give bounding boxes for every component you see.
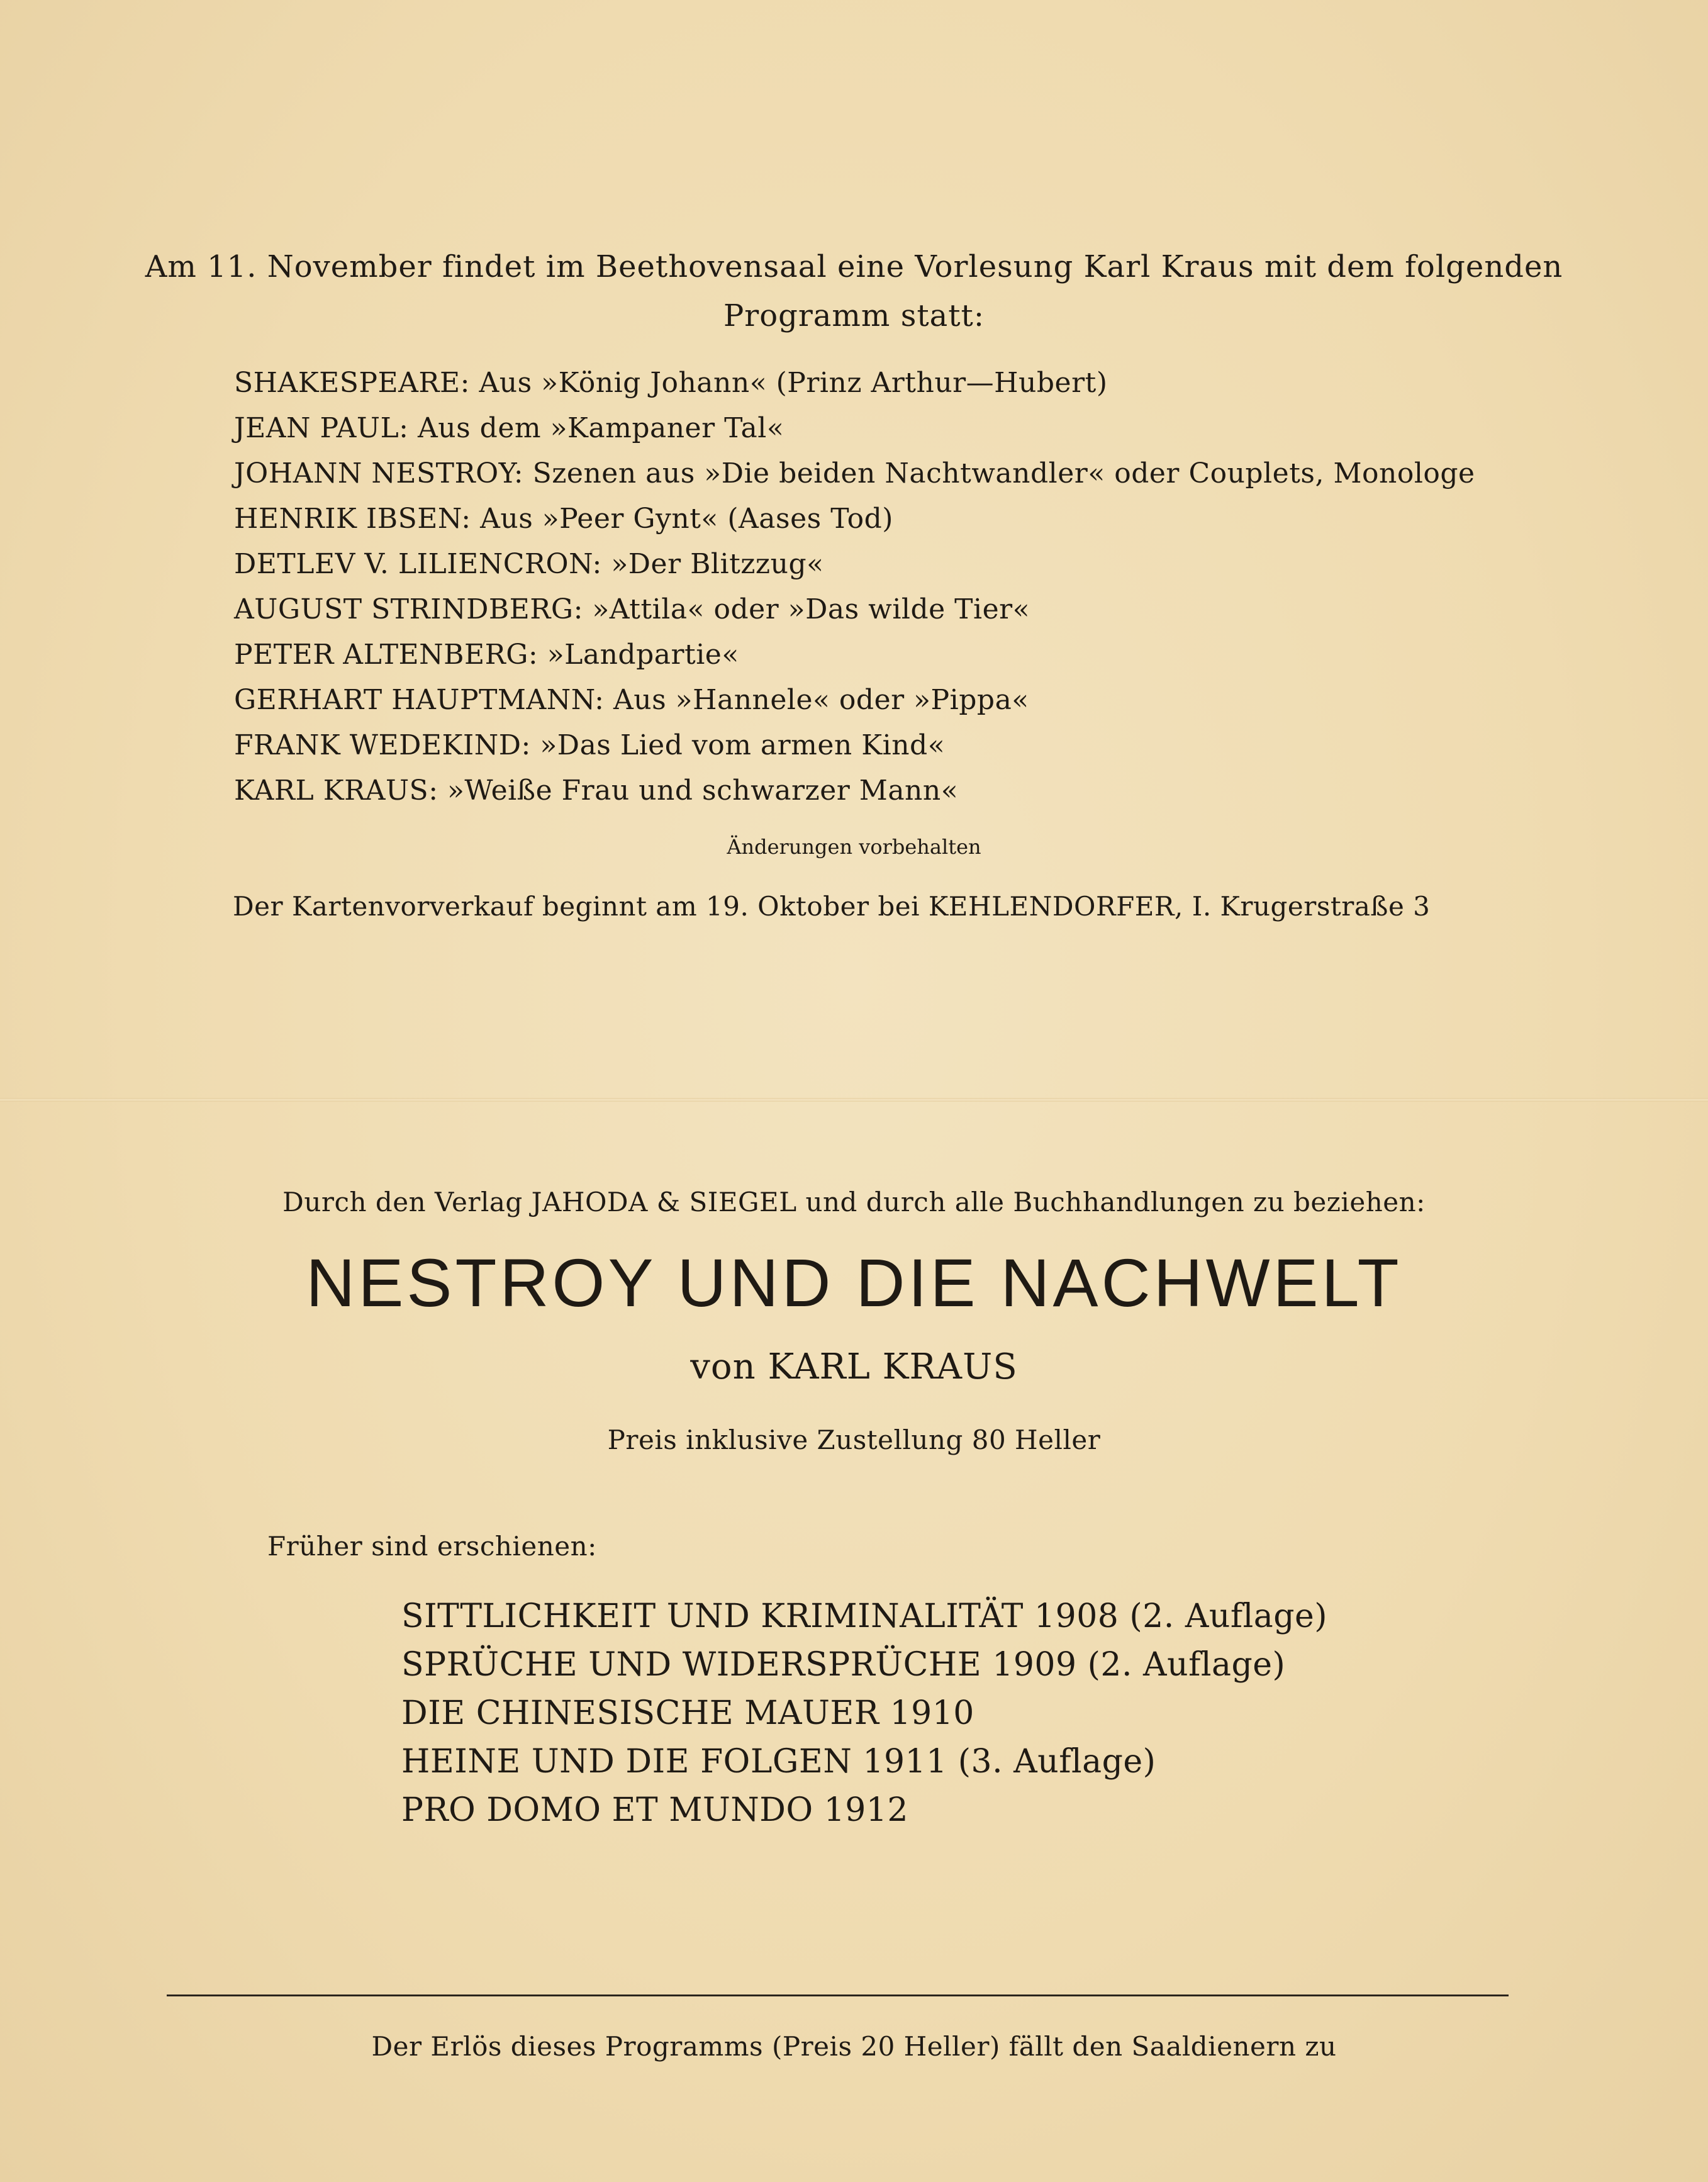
earlier-work-item: SITTLICHKEIT UND KRIMINALITÄT 1908 (2. Auflage) (401, 1597, 1328, 1635)
changes-note: Änderungen vorbehalten (727, 835, 981, 859)
intro-line-2: Programm statt: (723, 298, 985, 333)
program-item: AUGUST STRINDBERG: »Attila« oder »Das wilde Tier« (234, 593, 1030, 625)
earlier-work-item: SPRÜCHE UND WIDERSPRÜCHE 1909 (2. Auflage) (401, 1646, 1286, 1684)
program-item: PETER ALTENBERG: »Landpartie« (234, 639, 739, 671)
program-item: HENRIK IBSEN: Aus »Peer Gynt« (Aases Tod) (234, 503, 893, 535)
program-item: SHAKESPEARE: Aus »König Johann« (Prinz Arthur—Hubert) (234, 367, 1108, 399)
book-price: Preis inklusive Zustellung 80 Heller (607, 1424, 1101, 1455)
book-author: von KARL KRAUS (690, 1346, 1018, 1387)
earlier-works-label: Früher sind erschienen: (267, 1531, 597, 1562)
intro-line-1: Am 11. November findet im Beethovensaal eine Vorlesung Karl Kraus mit dem folgenden (145, 249, 1563, 284)
program-item: GERHART HAUPTMANN: Aus »Hannele« oder »Pippa« (234, 684, 1029, 716)
program-item: KARL KRAUS: »Weiße Frau und schwarzer Mann« (234, 775, 959, 807)
program-item: JOHANN NESTROY: Szenen aus »Die beiden Nachtwandler« oder Couplets, Monologe (234, 457, 1475, 490)
presale-notice: Der Kartenvorverkauf beginnt am 19. Oktober bei KEHLENDORFER, I. Krugerstraße 3 (233, 891, 1431, 922)
publisher-line: Durch den Verlag JAHODA & SIEGEL und durch alle Buchhandlungen zu beziehen: (282, 1187, 1426, 1217)
fold-crease (0, 1098, 1708, 1102)
earlier-work-item: PRO DOMO ET MUNDO 1912 (401, 1791, 908, 1829)
footer-note: Der Erlös dieses Programms (Preis 20 Heller) fällt den Saaldienern zu (371, 2031, 1337, 2062)
earlier-work-item: HEINE UND DIE FOLGEN 1911 (3. Auflage) (401, 1743, 1156, 1781)
program-item: DETLEV V. LILIENCRON: »Der Blitzzug« (234, 548, 824, 580)
footer-divider (167, 1995, 1509, 1996)
book-title: NESTROY UND DIE NACHWELT (306, 1245, 1402, 1321)
earlier-work-item: DIE CHINESISCHE MAUER 1910 (401, 1694, 974, 1732)
program-item: JEAN PAUL: Aus dem »Kampaner Tal« (234, 412, 784, 444)
program-item: FRANK WEDEKIND: »Das Lied vom armen Kind« (234, 729, 946, 761)
